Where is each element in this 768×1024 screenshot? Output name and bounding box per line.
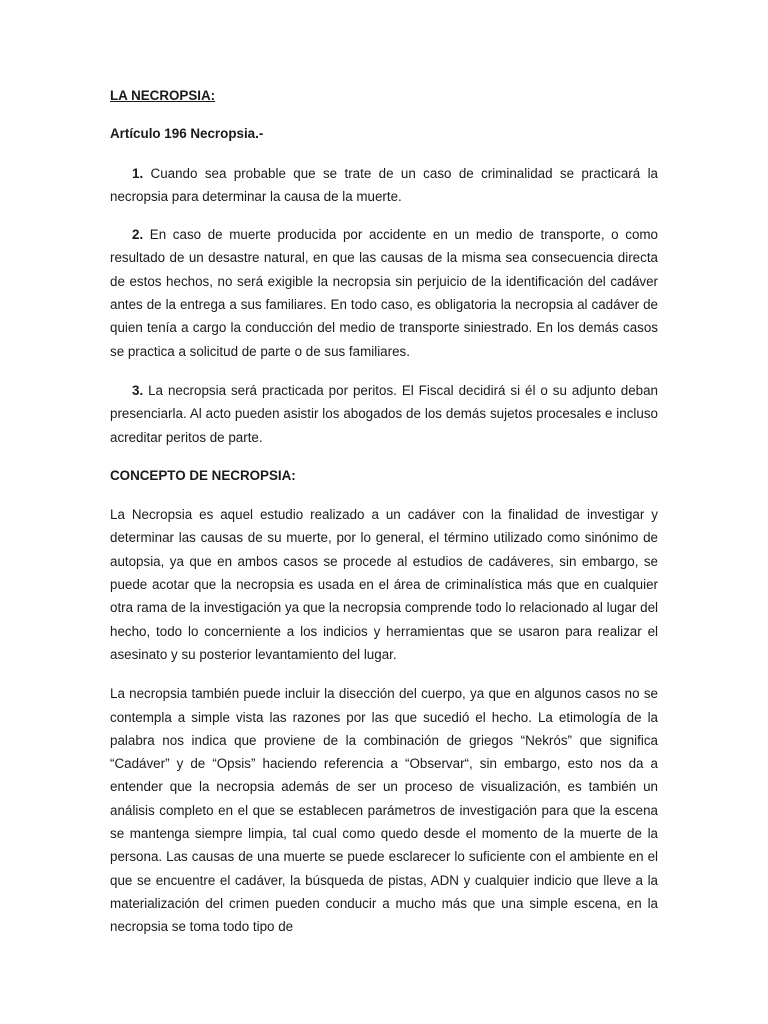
item-number: 1.: [132, 165, 144, 181]
article-heading: Artículo 196 Necropsia.-: [110, 126, 264, 142]
item-text: La necropsia será practicada por peritos. El Fiscal decidirá si él o su adjunto deban presenciarla. Al acto pueden asistir los abogados de los demás sujetos procesales e incluso acreditar peritos de parte.: [110, 382, 658, 445]
document-page: [110, 84, 658, 939]
concept-heading: CONCEPTO DE NECROPSIA:: [110, 467, 296, 483]
concept-paragraph-1: La Necropsia es aquel estudio realizado a un cadáver con la finalidad de investigar y determinar las causas de su muerte, por lo general, el término utilizado como sinónimo de autopsia, ya que en ambos casos se procede al estudios de cadáveres, sin embargo, se puede acotar que la necropsia es usada en el área de criminalística más que en cualquier otra rama de la investigación ya que la necropsia comprende todo lo relacionado al lugar del hecho, todo lo concerniente a los indicios y herramientas que se usaron para realizar el asesinato y su posterior levantamiento del lugar.: [110, 507, 658, 662]
item-text: En caso de muerte producida por accidente en un medio de transporte, o como resultado de un desastre natural, en que las causas de la misma sea consecuencia directa de estos hechos, no será exigible la necropsia sin perjuicio de la identificación del cadáver antes de la entrega a sus familiares. En todo caso, es obligatoria la necropsia al cadáver de quien tenía a cargo la conducción del medio de transporte siniestrado. En los demás casos se practica a solicitud de parte o de sus familiares.: [110, 227, 658, 359]
item-number: 3.: [132, 382, 144, 398]
article-item-1: [110, 162, 658, 209]
document-title: LA NECROPSIA:: [110, 88, 216, 103]
article-item-2: [110, 223, 658, 363]
concept-paragraph-2: La necropsia también puede incluir la disección del cuerpo, ya que en algunos casos no se contempla a simple vista las razones por las que sucedió el hecho. La etimología de la palabra nos indica que proviene de la combinación de griegos “Nekrós” que significa “Cadáver” y de “Opsis” haciendo referencia a “Observar“, sin embargo, esto nos da a entender que la necropsia además de ser un proceso de visualización, es también un análisis completo en el que se establecen parámetros de investigación para que la escena se mantenga siempre limpia, tal cual como quedo desde el momento de la muerte de la persona. Las causas de una muerte se puede esclarecer lo suficiente con el ambiente en el que se encuentre el cadáver, la búsqueda de pistas, ADN y cualquier indicio que lleve a la materialización del crimen pueden conducir a mucho más que una simple escena, en la necropsia se toma todo tipo de: [110, 686, 658, 935]
item-text: Cuando sea probable que se trate de un caso de criminalidad se practicará la necropsia para determinar la causa de la muerte.: [110, 165, 658, 204]
article-item-3: [110, 379, 658, 449]
item-number: 2.: [132, 227, 144, 243]
